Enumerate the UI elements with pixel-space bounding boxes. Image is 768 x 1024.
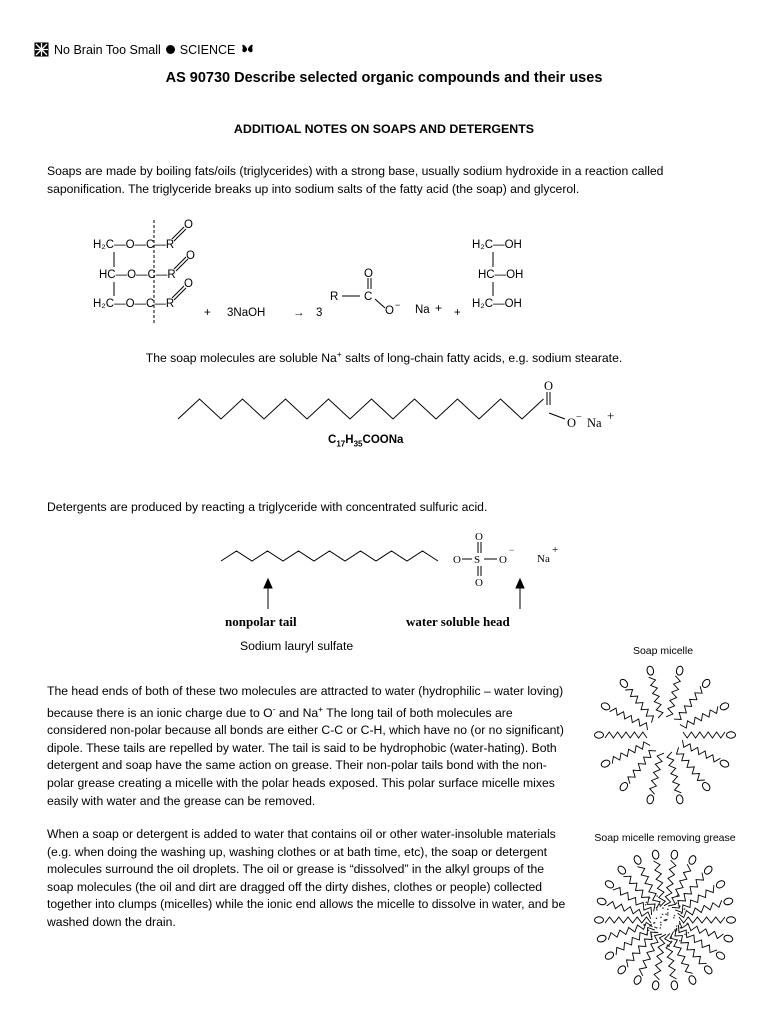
stearate-sodium: Na [587,416,602,430]
soap-carbon: C [364,291,373,303]
brand-name: No Brain Too Small [54,42,161,57]
glycerol-row-3: H₂C—OH [472,298,522,310]
soap-micelle-grease-caption: Soap micelle removing grease [594,832,736,844]
water-soluble-head-label: water soluble head [406,614,510,629]
triglyceride-row-3: H₂C—O—C—R [93,298,175,310]
svg-text:O: O [184,219,193,231]
soap-o-minus: O [385,305,394,317]
nonpolar-tail-label: nonpolar tail [225,614,297,629]
brain-logo-icon [34,42,49,57]
svg-text:−: − [509,545,515,555]
soap-r-group: R [330,291,339,303]
reaction-arrow: → [293,307,305,319]
reagent-naoh: 3NaOH [227,307,266,319]
soap-micelle-grease-diagram [590,845,740,995]
triglyceride-row-2: HC—O—C—R [99,269,176,281]
stearate-o-minus: O [567,416,577,430]
section-heading: ADDITIOAL NOTES ON SOAPS AND DETERGENTS [233,122,535,136]
soap-micelle-diagram [590,660,740,810]
svg-text:+: + [552,544,559,556]
sulfate-sodium: Na [537,553,550,565]
sulfate-o-bottom: O [475,577,483,589]
sulfate-o-top: O [475,531,483,543]
stearate-carbonyl-o: O [544,379,554,393]
glycerol-row-1: H₂C—OH [472,239,522,251]
svg-text:O: O [186,250,195,262]
sulfate-o-right: O [499,554,507,566]
triglyceride-row-1: H₂C—O—C—R [93,239,175,251]
soap-sentence: The soap molecules are soluble Na+ salts of long-chain fatty acids, e.g. sodium stearate. [145,349,623,366]
soap-sodium: Na [415,304,430,316]
svg-text:−: − [395,300,401,310]
subject-name: SCIENCE [179,42,236,57]
sodium-lauryl-sulfate-caption: Sodium lauryl sulfate [240,639,354,653]
header-line [34,42,255,57]
washing-paragraph: When a soap or detergent is added to water that contains oil or other water-insoluble materials (e.g. when doing the washing up, washing clothes or at bath time, etc), the soap or detergent molecules surround the oil droplets. The oil or grease is “dissolved” in the alkyl groups of the soap molecules (the oil and dirt are dragged off the dirty dishes, clothes or people) collected together into clumps (micelles) while the ionic end allows the micelle to dissolve in water, and be washed down the drain. [47,827,566,929]
stearate-formula: $C_{17}H_{35}COONa$ [328,434,404,449]
detergent-sentence: Detergents are produced by reacting a triglyceride with concentrated sulfuric acid. [47,500,488,514]
sulfate-o-left: O [453,554,461,566]
soap-carbonyl-o: O [364,268,373,280]
svg-text:O: O [184,278,193,290]
plus-sign-2: + [454,307,461,319]
saponification-paragraph: Soaps are made by boiling fats/oils (triglycerides) with a strong base, usually sodium hydroxide in a reaction called saponification. The triglyceride breaks up into sodium salts of the fatty acid (the soap) and glycerol. [47,164,664,196]
butterfly-icon [240,42,255,57]
svg-text:+: + [607,408,615,423]
plus-sign-1: + [204,307,211,319]
polarity-paragraph: The head ends of both of these two molecules are attracted to water (hydrophilic – water loving) because there is an ionic charge due to O- and Na+ The long tail of both molecules are considered non-polar because all bonds are either C-C or C-H, which have no (or no significant) dipole. These tails are repelled by water. The tail is said to be hydrophobic (water-hating). Both detergent and soap have the same action on grease. Their non-polar tails bond with the non-polar grease creating a micelle with the polar heads exposed. This polar surface micelle mixes easily with water and the grease can be removed. [47,684,564,808]
soap-micelle-caption: Soap micelle [632,645,694,657]
bullet-dot-icon [166,45,175,54]
page-title: AS 90730 Describe selected organic compounds and their uses [165,70,603,86]
glycerol-row-2: HC—OH [478,269,524,281]
soap-coefficient: 3 [316,307,323,319]
saponification-reaction-diagram [80,215,560,330]
sulfate-s: S [474,554,481,566]
svg-text:−: − [576,412,582,423]
svg-text:+: + [435,301,443,315]
